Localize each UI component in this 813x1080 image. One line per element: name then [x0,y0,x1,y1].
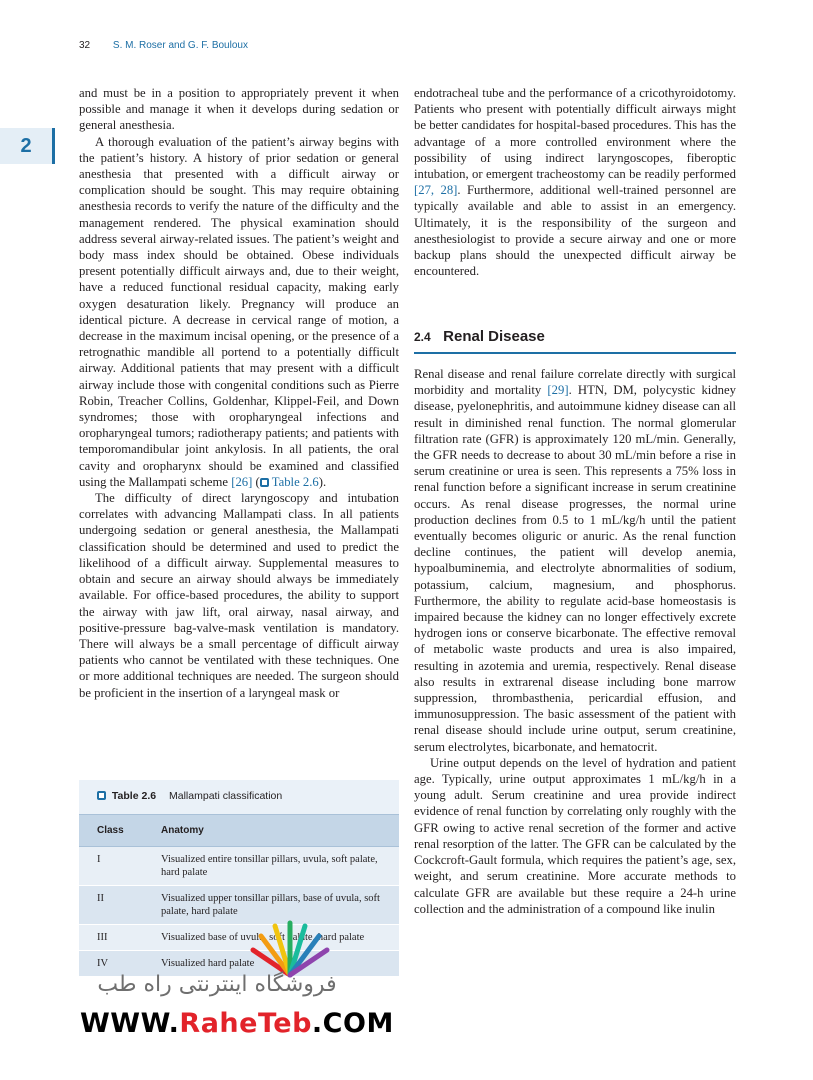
cell-class: III [79,925,143,951]
table-row [79,847,399,886]
cell-class: IV [79,951,143,977]
cell-anatomy: Visualized hard palate [143,951,399,977]
column-header-anatomy: Anatomy [143,815,399,847]
cell-anatomy: Visualized base of uvula, soft palate, hard palate [143,925,399,951]
section-number: 2.4 [414,330,431,344]
citation-link[interactable]: [26] [231,474,253,489]
paragraph-text: . Furthermore, additional well-trained personnel are typically available and able to assist in an emergency. Ultimately, it is the responsibility of the surgeon and anesthesiologist to provide a secure airway and one or more backup plans should the unexpected difficult airway be encountered. [414,183,737,279]
table-link[interactable]: Table 2.6 [268,474,319,489]
section-heading [414,328,736,354]
paren-open: ( [252,474,260,489]
paragraph: The difficulty of direct laryngoscopy and intubation correlates with advancing Mallampati class. In all patients undergoing sedation or general anesthesia, the Mallampati classification should be determined and used to predict the likelihood of a difficult airway. Supplemental measures to obtain and secure an airway should always be immediately available. For office-based procedures, the ability to support the airway with jaw lift, oral airway, nasal airway, and positive-pressure bag-valve-mask ventilation is mandatory. There will always be a small percentage of difficult airway patients who cannot be ventilated with these techniques. One or more additional techniques are needed. The surgeon should be proficient in the insertion of a laryngeal mask or [79,491,399,700]
citation-link[interactable]: [29] [547,383,569,398]
cell-anatomy: Visualized entire tonsillar pillars, uvula, soft palate, hard palate [143,847,399,886]
right-column-top [414,85,736,279]
table-title: Mallampati classification [169,790,283,802]
paragraph-text: . HTN, DM, polycystic kidney disease, pyelonephritis, and autoimmune kidney disease can all result in diminished renal function. The normal glomerular filtration rate (GFR) is approximately 120 mL/min. Generally, the GFR needs to decrease to about 30 mL/min before a rise in serum creatinine or urea is seen. This represents a 75% loss in renal function before a significant increase in serum creatinine occurs. As renal disease progresses, the normal urine production declines from 0.5 to 1 mL/kg/h until the patient eventually becomes oliguric or anuric. As the renal function decline continues, the patient will develop anemia, hypoalbuminemia, and electrolyte abnormalities of sodium, potassium, calcium, magnesium, and phosphorus. Furthermore, the ability to regulate acid-base homeostasis is impaired because the kidney can no longer effectively excrete hydrogen ions or conserve bicarbonate. The effective removal of metabolic waste products and urea is also impaired, resulting in azotemia and uremia, respectively. Renal disease also results in extrarenal disease including bone marrow suppression, thrombasthenia, pericardial effusion, and immunosuppression. The basic assessment of the patient with renal disease should include urine output, serum creatinine, serum electrolytes, bicarbonate, and hematocrit. [414,383,736,754]
url-suffix: .COM [311,1008,394,1039]
book-fan-logo-icon [245,920,335,980]
table-icon [97,791,106,800]
chapter-tab: 2 [0,128,55,164]
cell-class: I [79,847,143,886]
citation-link[interactable]: [27, 28] [414,183,458,198]
right-column-body [414,366,736,917]
paragraph-text: Renal disease and renal failure correlate directly with surgical morbidity and mortality [414,367,736,398]
paragraph-text: A thorough evaluation of the patient’s airway begins with the patient’s history. A history of prior sedation or general anesthesia that presented with a difficult airway or complication should be sought. This may require obtaining anesthesia records to verify the nature of the difficulty and the management rendered. The physical examination should address several airway-related issues. The patient’s weight and body mass index should be obtained. Obese individuals present potentially difficult airways and, due to their weight, have a reduced functional residual capacity, making early oxygen desaturation likely. Pregnancy will produce an identical picture. A decrease in cervical range of motion, a decrease in the maximum incisal opening, or the presence of a retrognathic mandible all portend to a potentially difficult airway. Additional patients that may present with a difficult airway include those with congenital conditions such as Pierre Robin, Treacher Collins, Goldenhar, Klippel-Feil, and Down syndromes; those with oropharyngeal infections and oropharyngeal tumors; radiotherapy patients; and patients with temporomandibular joint ankylosis. In all patients, the oral cavity and oropharynx should be examined and classified using the Mallampati scheme [79,134,399,489]
table-link-icon[interactable] [260,478,269,487]
paragraph: Urine output depends on the level of hydration and patient age. Typically, urine output approximates 1 mL/kg/h in a young adult. Serum creatinine and urea provide indirect evidence of renal function by correlating only roughly with the GFR owing to active renal secretion of the former and active renal resorption of the latter. The GFR can be calculated by the Cockcroft-Gault formula, which requires the patient’s age, sex, weight, and serum creatinine. More accurate methods to calculate GFR are available but these require a 24-h urine collection and the administration of a compound like inulin [414,755,736,916]
table-label: Table 2.6 [111,790,157,802]
page-number: 32 [79,40,91,51]
watermark [80,920,394,1070]
paragraph [79,134,399,490]
url-prefix: WWW. [80,1008,180,1039]
running-header [79,40,248,51]
paren-close: ). [318,474,327,489]
cell-anatomy: Visualized upper tonsillar pillars, base of uvula, soft palate, hard palate [143,886,399,925]
cell-class: II [79,886,143,925]
paragraph [414,85,736,279]
running-authors: S. M. Roser and G. F. Bouloux [112,40,248,51]
paragraph [414,366,736,755]
section-title: Renal Disease [443,328,545,345]
paragraph: and must be in a position to appropriately prevent it when possible and manage it when it develops during sedation or general anesthesia. [79,86,399,133]
table-row [79,886,399,925]
table-caption [79,780,399,815]
url-brand: RaheTeb [179,1008,312,1039]
column-header-class: Class [79,815,143,847]
watermark-url [80,1008,394,1039]
watermark-persian-text: فروشگاه اینترنتی راه طب [97,972,337,997]
left-column [79,85,399,701]
paragraph-text: endotracheal tube and the performance of a cricothyroidotomy. Patients who present with potentially difficult airways might be better candidates for hospital-based procedures. This has the advantage of a more controlled environment where the possibility of using indirect laryngoscopes, fiberoptic intubation, or emergent tracheostomy can be readily performed [414,86,736,182]
